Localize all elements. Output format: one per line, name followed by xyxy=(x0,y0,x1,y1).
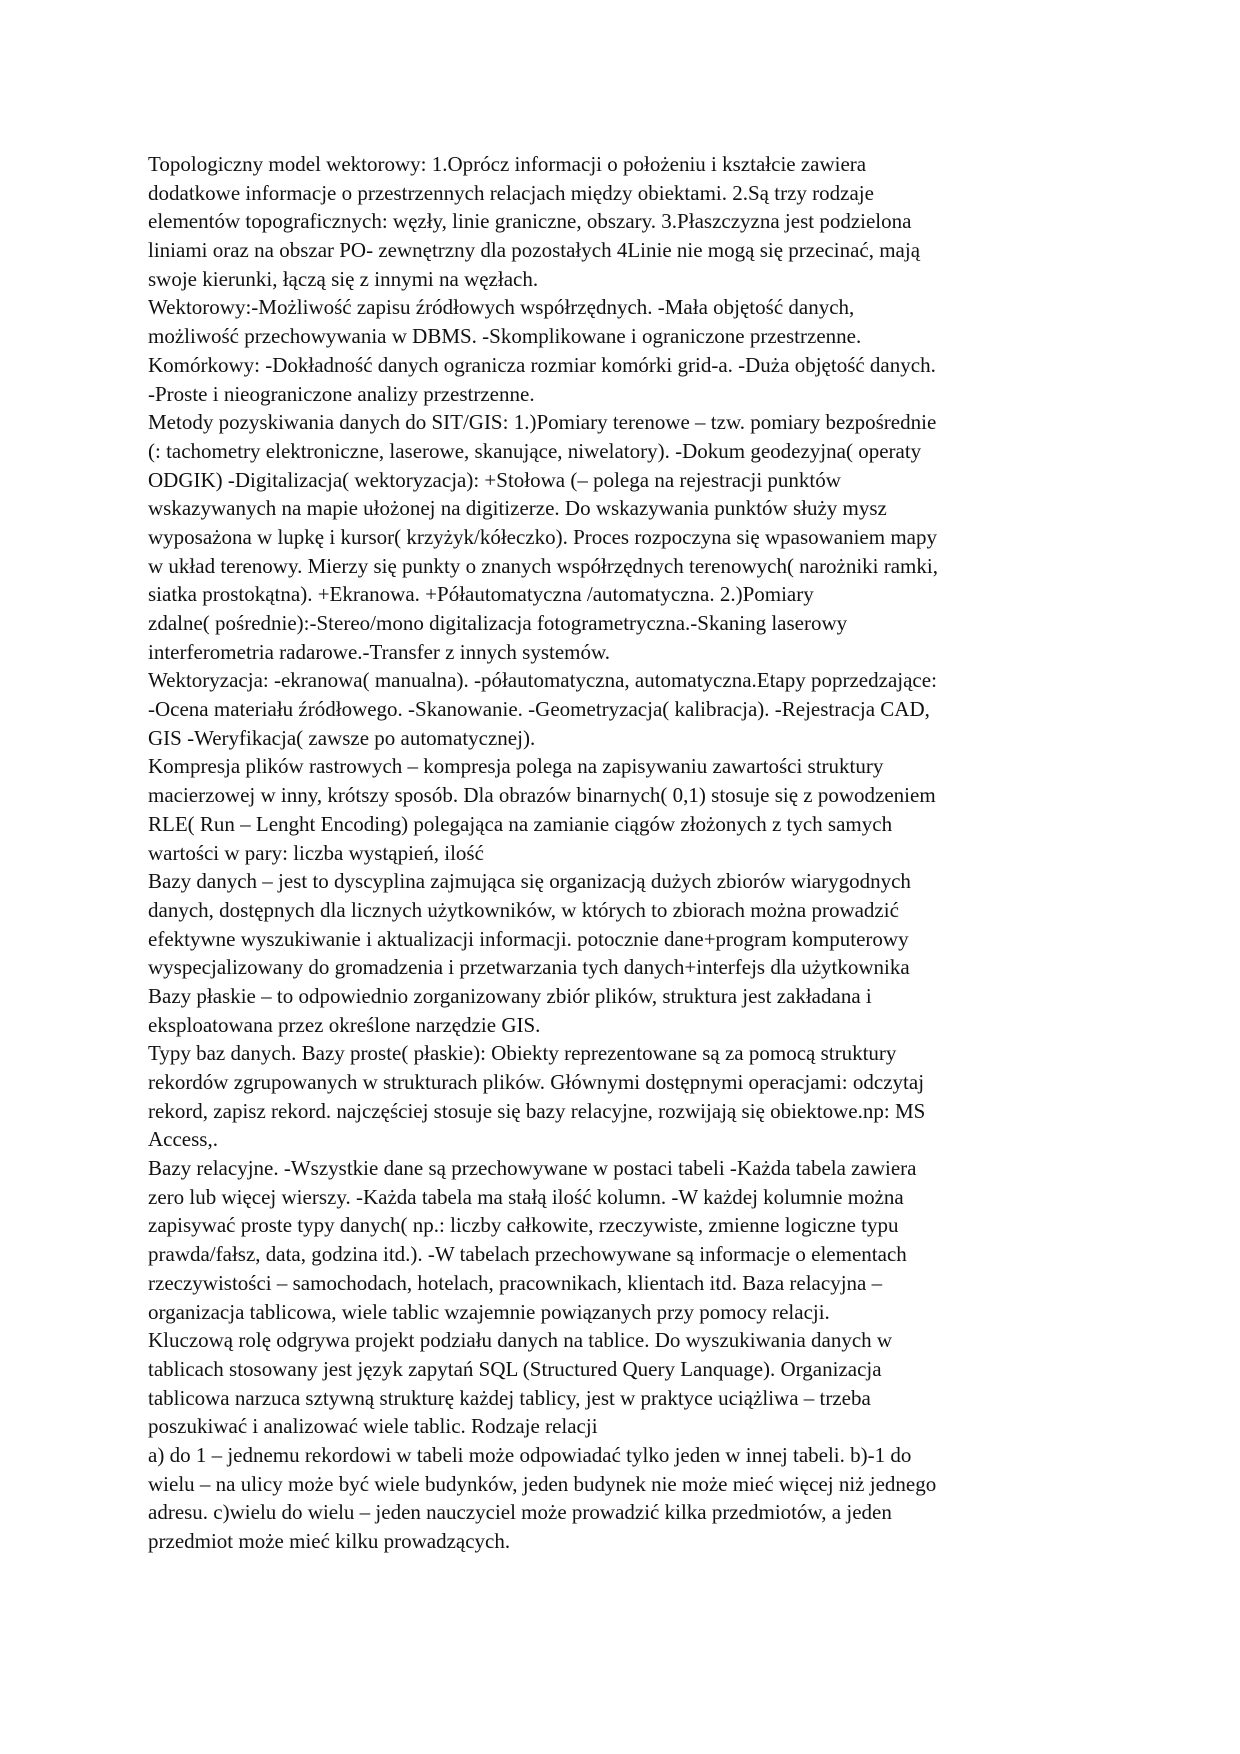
text-line: siatka prostokątna). +Ekranowa. +Półautomatyczna /automatyczna. 2.)Pomiary xyxy=(148,582,814,607)
text-line: macierzowej w inny, krótszy sposób. Dla obrazów binarnych( 0,1) stosuje się z powodzeniem xyxy=(148,783,936,808)
text-line: Kluczową rolę odgrywa projekt podziału danych na tablice. Do wyszukiwania danych w xyxy=(148,1328,893,1353)
text-line: Wektoryzacja: -ekranowa( manualna). -półautomatyczna, automatyczna.Etapy poprzedzające: xyxy=(148,668,937,693)
text-line: rekord, zapisz rekord. najczęściej stosuje się bazy relacyjne, rozwijają się obiektowe.np: MS xyxy=(148,1098,926,1123)
text-line: Bazy płaskie – to odpowiednio zorganizowany zbiór plików, struktura jest zakładana i xyxy=(148,983,872,1008)
text-line: rzeczywistości – samochodach, hotelach, pracownikach, klientach itd. Baza relacyjna – xyxy=(148,1270,883,1295)
text-line: wyspecjalizowany do gromadzenia i przetwarzania tych danych+interfejs dla użytkownika xyxy=(148,955,910,980)
text-line: wartości w pary: liczba wystąpień, ilość xyxy=(148,840,484,865)
text-line: elementów topograficznych: węzły, linie graniczne, obszary. 3.Płaszczyzna jest podzielona xyxy=(148,209,912,234)
text-line: Topologiczny model wektorowy: 1.Oprócz informacji o położeniu i kształcie zawiera xyxy=(148,152,867,176)
text-line: Bazy relacyjne. -Wszystkie dane są przechowywane w postaci tabeli -Każda tabela zawiera xyxy=(148,1156,917,1181)
text-line: eksploatowana przez określone narzędzie GIS. xyxy=(148,1012,541,1037)
text-line: rekordów zgrupowanych w strukturach plików. Głównymi dostępnymi operacjami: odczytaj xyxy=(148,1070,925,1094)
text-line: tablicowa narzuca sztywną strukturę każdej tablicy, jest w praktyce uciążliwa – trzeba xyxy=(148,1385,871,1410)
text-line: Bazy danych – jest to dyscyplina zajmująca się organizacją dużych zbiorów wiarygodnych xyxy=(148,869,911,894)
text-line: zapisywać proste typy danych( np.: liczby całkowite, rzeczywiste, zmienne logiczne typu xyxy=(148,1213,899,1238)
text-line: wielu – na ulicy może być wiele budynków, jeden budynek nie może mieć więcej niż jednego xyxy=(148,1471,937,1496)
text-line: prawda/fałsz, data, godzina itd.). -W tabelach przechowywane są informacje o elementach xyxy=(148,1242,907,1267)
text-line: Wektorowy:-Możliwość zapisu źródłowych współrzędnych. -Mała objętość danych, xyxy=(148,295,855,320)
text-line: zdalne( pośrednie):-Stereo/mono digitalizacja fotogrametryczna.-Skaning laserowy xyxy=(148,611,848,635)
text-line: Komórkowy: -Dokładność danych ogranicza rozmiar komórki grid-a. -Duża objętość danych. xyxy=(148,352,936,377)
text-line: -Proste i nieograniczone analizy przestrzenne. xyxy=(148,381,535,406)
text-line: GIS -Weryfikacja( zawsze po automatycznej). xyxy=(148,725,536,750)
text-line: zero lub więcej wierszy. -Każda tabela ma stałą ilość kolumn. -W każdej kolumnie można xyxy=(148,1184,904,1209)
text-line: organizacja tablicowa, wiele tablic wzajemnie powiązanych przy pomocy relacji. xyxy=(148,1299,830,1324)
text-line: (: tachometry elektroniczne, laserowe, skanujące, niwelatory). -Dokum geodezyjna( operaty xyxy=(148,438,922,463)
text-line: interferometria radarowe.-Transfer z innych systemów. xyxy=(148,639,611,664)
text-line: Access,. xyxy=(148,1127,218,1152)
text-line: przedmiot może mieć kilku prowadzących. xyxy=(148,1529,511,1553)
text-line: adresu. c)wielu do wielu – jeden nauczyciel może prowadzić kilka przedmiotów, a jeden xyxy=(148,1500,892,1525)
text-line: a) do 1 – jednemu rekordowi w tabeli może odpowiadać tylko jeden w innej tabeli. b)-1 do xyxy=(148,1442,912,1467)
text-line: efektywne wyszukiwanie i aktualizacji informacji. potocznie dane+program komputerowy xyxy=(148,926,909,951)
text-line: ODGIK) -Digitalizacja( wektoryzacja): +Stołowa (– polega na rejestracji punktów xyxy=(148,467,841,492)
text-line: tablicach stosowany jest język zapytań SQL (Structured Query Lanquage). Organizacja xyxy=(148,1356,882,1381)
text-line: wskazywanych na mapie ułożonej na digitizerze. Do wskazywania punktów służy mysz xyxy=(148,496,887,521)
text-line: dodatkowe informacje o przestrzennych relacjach między obiektami. 2.Są trzy rodzaje xyxy=(148,180,874,205)
text-line: danych, dostępnych dla licznych użytkowników, w których to zbiorach można prowadzić xyxy=(148,897,899,922)
text-line: liniami oraz na obszar PO- zewnętrzny dla pozostałych 4Linie nie mogą się przecinać, mają xyxy=(148,238,921,263)
document-body xyxy=(148,150,1088,1556)
text-line: RLE( Run – Lenght Encoding) polegająca na zamianie ciągów złożonych z tych samych xyxy=(148,811,893,836)
text-line: -Ocena materiału źródłowego. -Skanowanie. -Geometryzacja( kalibracja). -Rejestracja CAD, xyxy=(148,697,930,722)
text-line: wyposażona w lupkę i kursor( krzyżyk/kółeczko). Proces rozpoczyna się wpasowaniem mapy xyxy=(148,524,937,549)
text-line: Metody pozyskiwania danych do SIT/GIS: 1.)Pomiary terenowe – tzw. pomiary bezpośrednie xyxy=(148,410,937,435)
text-line: poszukiwać i analizować wiele tablic. Rodzaje relacji xyxy=(148,1414,598,1439)
text-line: swoje kierunki, łączą się z innymi na węzłach. xyxy=(148,266,539,291)
text-line: Kompresja plików rastrowych – kompresja polega na zapisywaniu zawartości struktury xyxy=(148,754,884,779)
text-line: możliwość przechowywania w DBMS. -Skomplikowane i ograniczone przestrzenne. xyxy=(148,324,862,349)
text-line: Typy baz danych. Bazy proste( płaskie): Obiekty reprezentowane są za pomocą struktury xyxy=(148,1041,897,1066)
text-line: w układ terenowy. Mierzy się punkty o znanych współrzędnych terenowych( narożniki ramki, xyxy=(148,553,938,578)
